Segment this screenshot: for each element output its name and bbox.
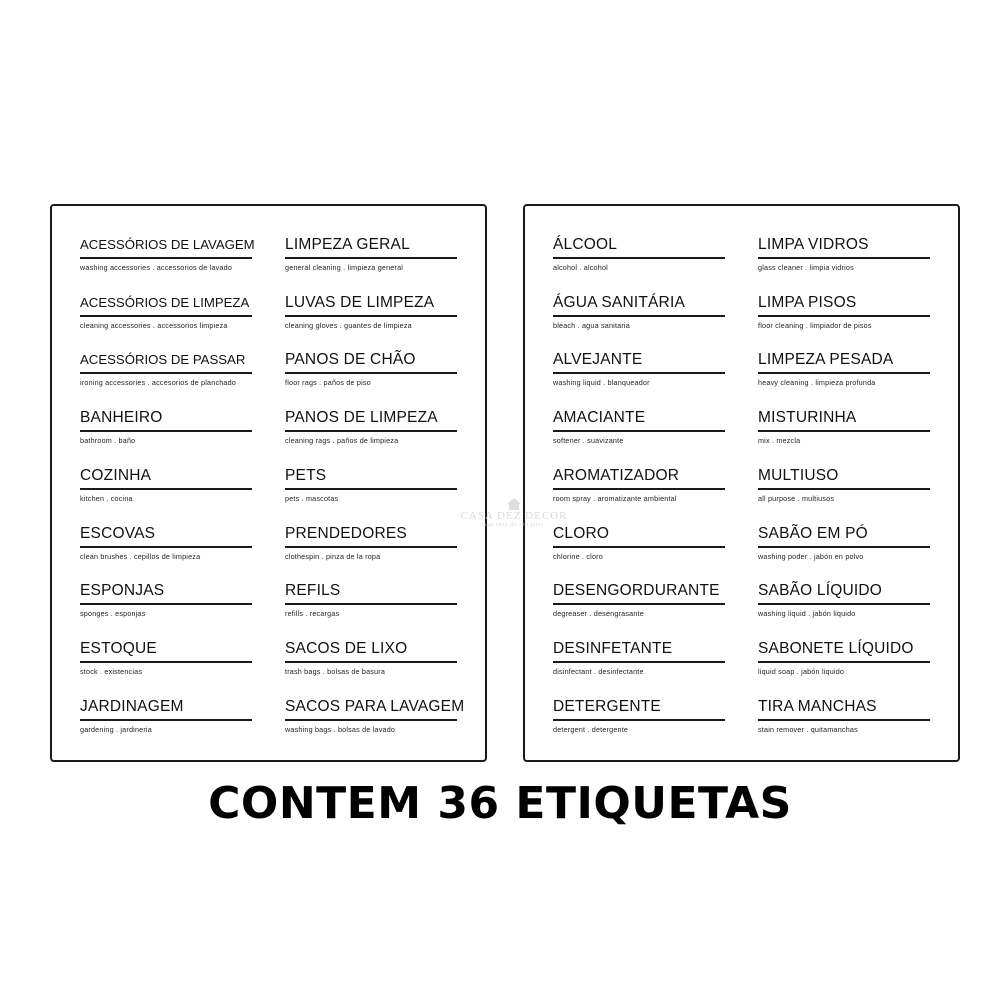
label-title: MISTURINHA [758,409,930,432]
label-title: PRENDEDORES [285,525,457,548]
label-title: PANOS DE CHÃO [285,351,457,374]
label-title: BANHEIRO [80,409,252,432]
label-subtitle: washing liquid . jabón liquido [758,609,856,619]
label-title: ACESSÓRIOS DE LIMPEZA [80,294,252,317]
label-item [758,409,930,459]
label-title: CLORO [553,525,725,548]
label-title: SABÃO LÍQUIDO [758,582,930,605]
caption: CONTEM 36 ETIQUETAS [208,778,792,829]
label-subtitle: trash bags . bolsas de basura [285,666,386,676]
label-subtitle: floor cleaning . limpiador de pisos [758,320,872,330]
label-item [285,640,457,690]
label-item [758,698,930,748]
label-title: ESTOQUE [80,640,252,663]
label-title: ESCOVAS [80,525,252,548]
label-subtitle: liquid soap . jabón liquido [758,666,845,676]
label-subtitle: glass cleaner . limpia vidrios [758,263,854,272]
label-title: LIMPEZA GERAL [285,236,457,259]
label-item [80,525,252,575]
label-title: LIMPEZA PESADA [758,351,930,374]
label-title: REFILS [285,582,457,605]
label-item [758,294,930,344]
label-title: JARDINAGEM [80,698,252,721]
label-title: PANOS DE LIMPEZA [285,409,457,432]
label-item [553,236,725,286]
label-title: ALVEJANTE [553,351,725,374]
label-item [553,582,725,632]
label-item [80,409,252,459]
label-title: SABONETE LÍQUIDO [758,640,930,663]
label-item [285,525,457,575]
label-title: LUVAS DE LIMPEZA [285,294,457,317]
label-item [553,640,725,690]
label-title: COZINHA [80,467,252,490]
watermark-name: CASA DEZ DECOR [460,510,568,522]
label-title: TIRA MANCHAS [758,698,930,721]
label-subtitle: detergent . detergente [553,724,629,734]
label-subtitle: pets . mascotas [285,493,339,503]
label-item [80,582,252,632]
label-title: PETS [285,467,457,490]
label-title: LIMPA VIDROS [758,236,930,259]
label-subtitle: floor rags . paños de piso [285,378,371,388]
label-subtitle: clothespin . pinza de la ropa [285,551,381,561]
label-subtitle: sponges . esponjas [80,609,146,619]
label-title: ESPONJAS [80,582,252,605]
label-subtitle: bleach . agua sanitaria [553,320,630,330]
label-title: DETERGENTE [553,698,725,721]
label-subtitle: ironing accessories . accesorios de planchado [80,378,237,388]
label-title: ÁLCOOL [553,236,725,259]
label-title: DESINFETANTE [553,640,725,663]
label-subtitle: all purpose . multiusos [758,493,835,503]
label-subtitle: alcohol . alcohol [553,263,608,272]
label-item [758,582,930,632]
label-subtitle: bathroom . baño [80,436,136,446]
watermark-tagline: sua casa do seu jeito [484,522,544,528]
label-item [80,698,252,748]
label-item [285,467,457,517]
label-subtitle: mix . mezcla [758,436,801,446]
label-item [553,467,725,517]
label-subtitle: washing poder . jabón en polvo [758,551,864,561]
label-subtitle: kitchen . cocina [80,493,133,503]
label-item [80,294,252,344]
label-subtitle: softener . suavizante [553,436,624,446]
label-title: LIMPA PISOS [758,294,930,317]
label-item [758,351,930,401]
label-subtitle: refills . recargas [285,609,340,619]
watermark-logo [454,498,574,528]
label-title: MULTIUSO [758,467,930,490]
label-sheet-right [523,204,960,762]
label-subtitle: room spray . aromatizante ambiental [553,493,677,503]
label-title: SACOS PARA LAVAGEM [285,698,457,721]
label-subtitle: chlorine . cloro [553,551,603,561]
label-item [758,525,930,575]
label-item [285,409,457,459]
label-subtitle: general cleaning . limpieza general [285,263,404,272]
label-sheet-left [50,204,487,762]
label-item [285,697,465,748]
label-subtitle: washing accessories . accessorios de lavado [80,263,233,272]
label-subtitle: gardening . jardineria [80,724,152,734]
label-subtitle: cleaning rags . paños de limpieza [285,436,399,446]
label-title: AROMATIZADOR [553,467,725,490]
label-item [553,351,725,401]
label-item [758,640,930,690]
label-item [285,351,457,401]
label-item [80,236,255,286]
label-subtitle: cleaning gloves . guantes de limpieza [285,320,412,330]
label-title: ÁGUA SANITÁRIA [553,294,725,317]
label-subtitle: stain remover . quitamanchas [758,724,858,734]
label-item [553,294,725,344]
label-subtitle: washing liquid . blanqueador [553,378,650,388]
label-title: AMACIANTE [553,409,725,432]
label-title: SABÃO EM PÓ [758,525,930,548]
label-item [285,236,457,286]
label-item [80,351,252,401]
label-item [285,294,457,344]
label-item [553,525,725,575]
label-item [758,236,930,286]
label-title: DESENGORDURANTE [553,582,725,605]
label-item [553,698,725,748]
label-subtitle: cleaning accessories . accessorios limpieza [80,320,228,330]
label-title: SACOS DE LIXO [285,640,457,663]
label-subtitle: stock . existencias [80,666,143,676]
label-subtitle: clean brushes . cepillos de limpieza [80,551,201,561]
label-subtitle: washing bags . bolsas de lavado [285,724,396,734]
label-item [80,467,252,517]
label-title: ACESSÓRIOS DE PASSAR [80,351,252,374]
label-subtitle: disinfectant . desinfectante [553,666,644,676]
label-item [553,409,725,459]
label-title: ACESSÓRIOS DE LAVAGEM [80,236,252,259]
label-item [285,582,457,632]
house-icon [507,498,521,510]
label-item [80,640,252,690]
label-item [758,467,930,517]
label-subtitle: degreaser . desengrasante [553,609,644,619]
label-subtitle: heavy cleaning . limpieza profunda [758,378,876,388]
